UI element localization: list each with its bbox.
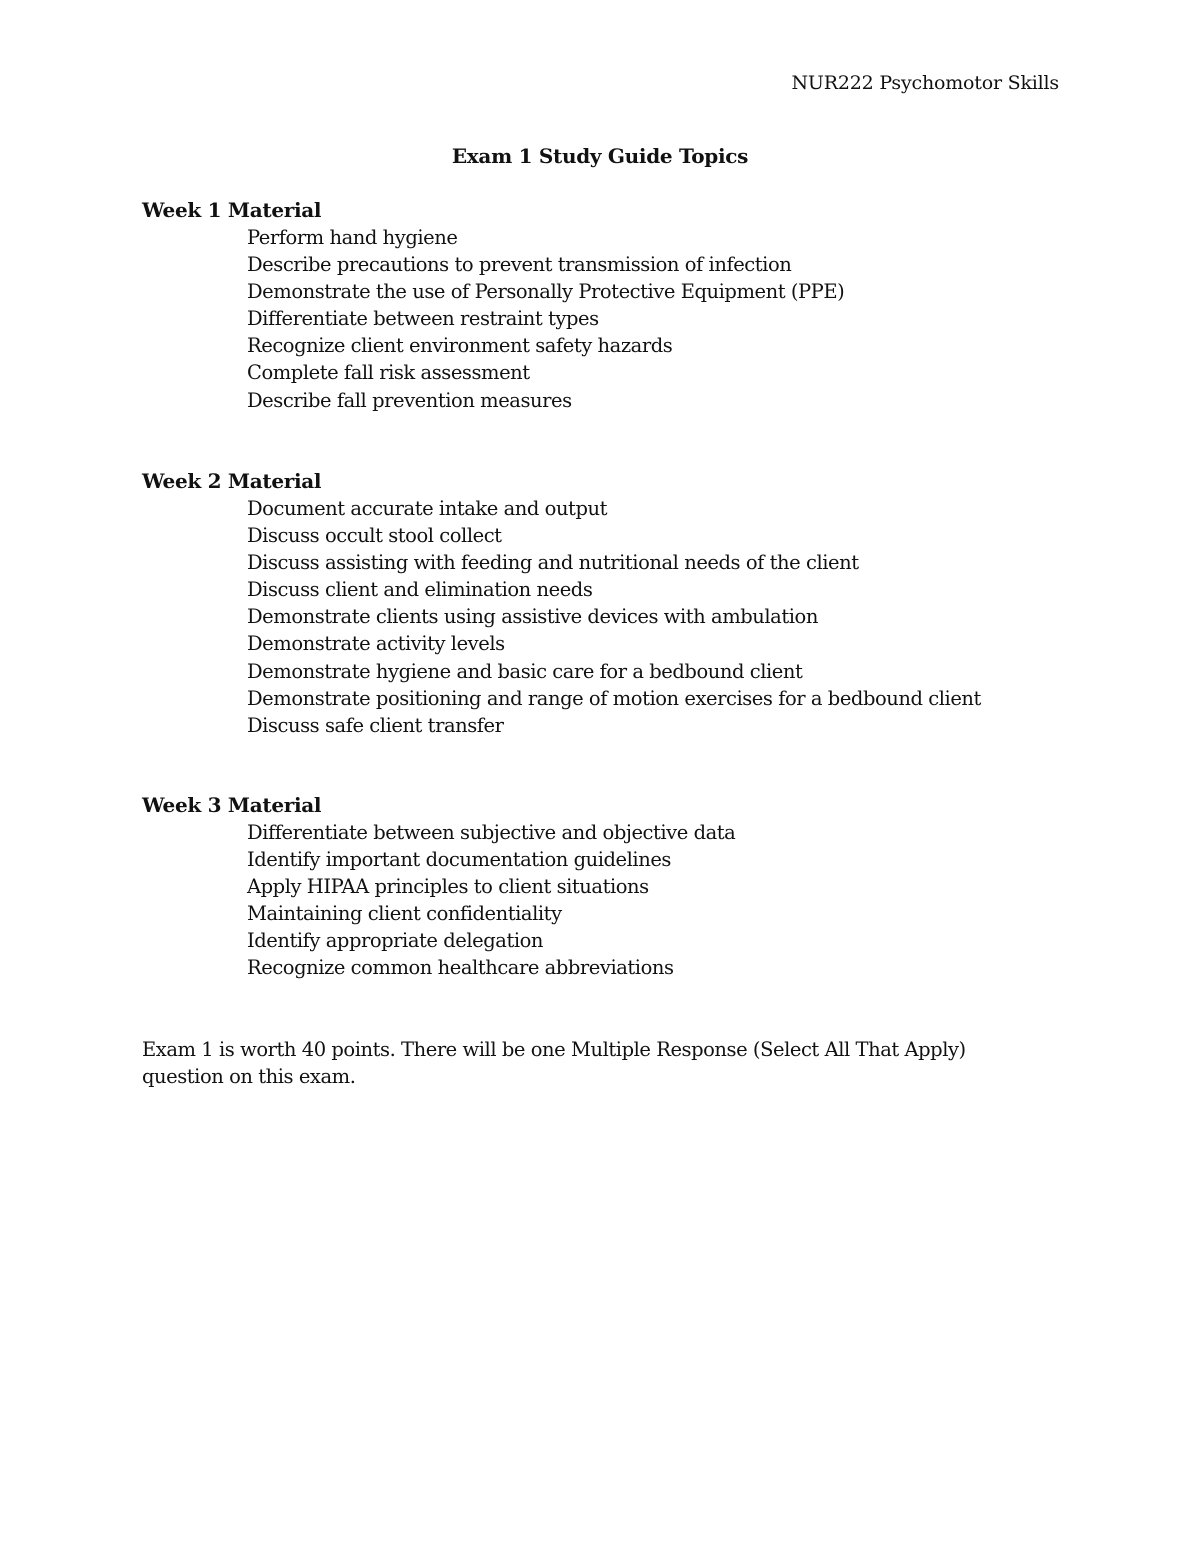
topic-item: Identify important documentation guidelines <box>247 848 671 872</box>
topic-item: Demonstrate activity levels <box>247 632 505 656</box>
topic-item: Maintaining client confidentiality <box>247 902 562 926</box>
topic-item: Describe precautions to prevent transmission of infection <box>247 253 792 277</box>
week-2-section <box>142 468 1062 739</box>
topic-list <box>142 224 1062 414</box>
topic-item: Describe fall prevention measures <box>247 388 572 412</box>
document-title: Exam 1 Study Guide Topics <box>451 144 749 168</box>
topic-item: Perform hand hygiene <box>247 226 458 249</box>
topic-item: Document accurate intake and output <box>247 497 607 520</box>
section-heading: Week 1 Material <box>142 198 322 222</box>
topic-item: Discuss assisting with feeding and nutritional needs of the client <box>247 551 859 575</box>
topic-item: Discuss safe client transfer <box>247 713 504 737</box>
topic-list <box>142 495 1062 739</box>
topic-item: Differentiate between subjective and objective data <box>247 821 736 844</box>
running-header: NUR222 Psychomotor Skills <box>791 72 1059 94</box>
exam-points-note: Exam 1 is worth 40 points. There will be one Multiple Response (Select All That Apply) question on this exam. <box>142 1038 966 1089</box>
topic-item: Complete fall risk assessment <box>247 361 530 385</box>
topic-item: Recognize client environment safety hazards <box>247 334 673 358</box>
topic-item: Differentiate between restraint types <box>247 307 599 331</box>
topic-item: Apply HIPAA principles to client situations <box>247 875 649 899</box>
week-1-section <box>142 197 1062 414</box>
section-heading: Week 3 Material <box>142 793 322 817</box>
topic-item: Discuss occult stool collect <box>247 524 502 548</box>
week-3-section <box>142 792 1062 982</box>
topic-item: Demonstrate clients using assistive devices with ambulation <box>247 605 818 629</box>
section-heading: Week 2 Material <box>142 469 322 493</box>
topic-list <box>142 819 1062 982</box>
topic-item: Discuss client and elimination needs <box>247 578 593 602</box>
topic-item: Recognize common healthcare abbreviations <box>247 956 674 980</box>
topic-item: Demonstrate the use of Personally Protective Equipment (PPE) <box>247 280 845 304</box>
topic-item: Identify appropriate delegation <box>247 929 544 953</box>
topic-item: Demonstrate positioning and range of motion exercises for a bedbound client <box>247 686 981 710</box>
topic-item: Demonstrate hygiene and basic care for a bedbound client <box>247 659 803 683</box>
